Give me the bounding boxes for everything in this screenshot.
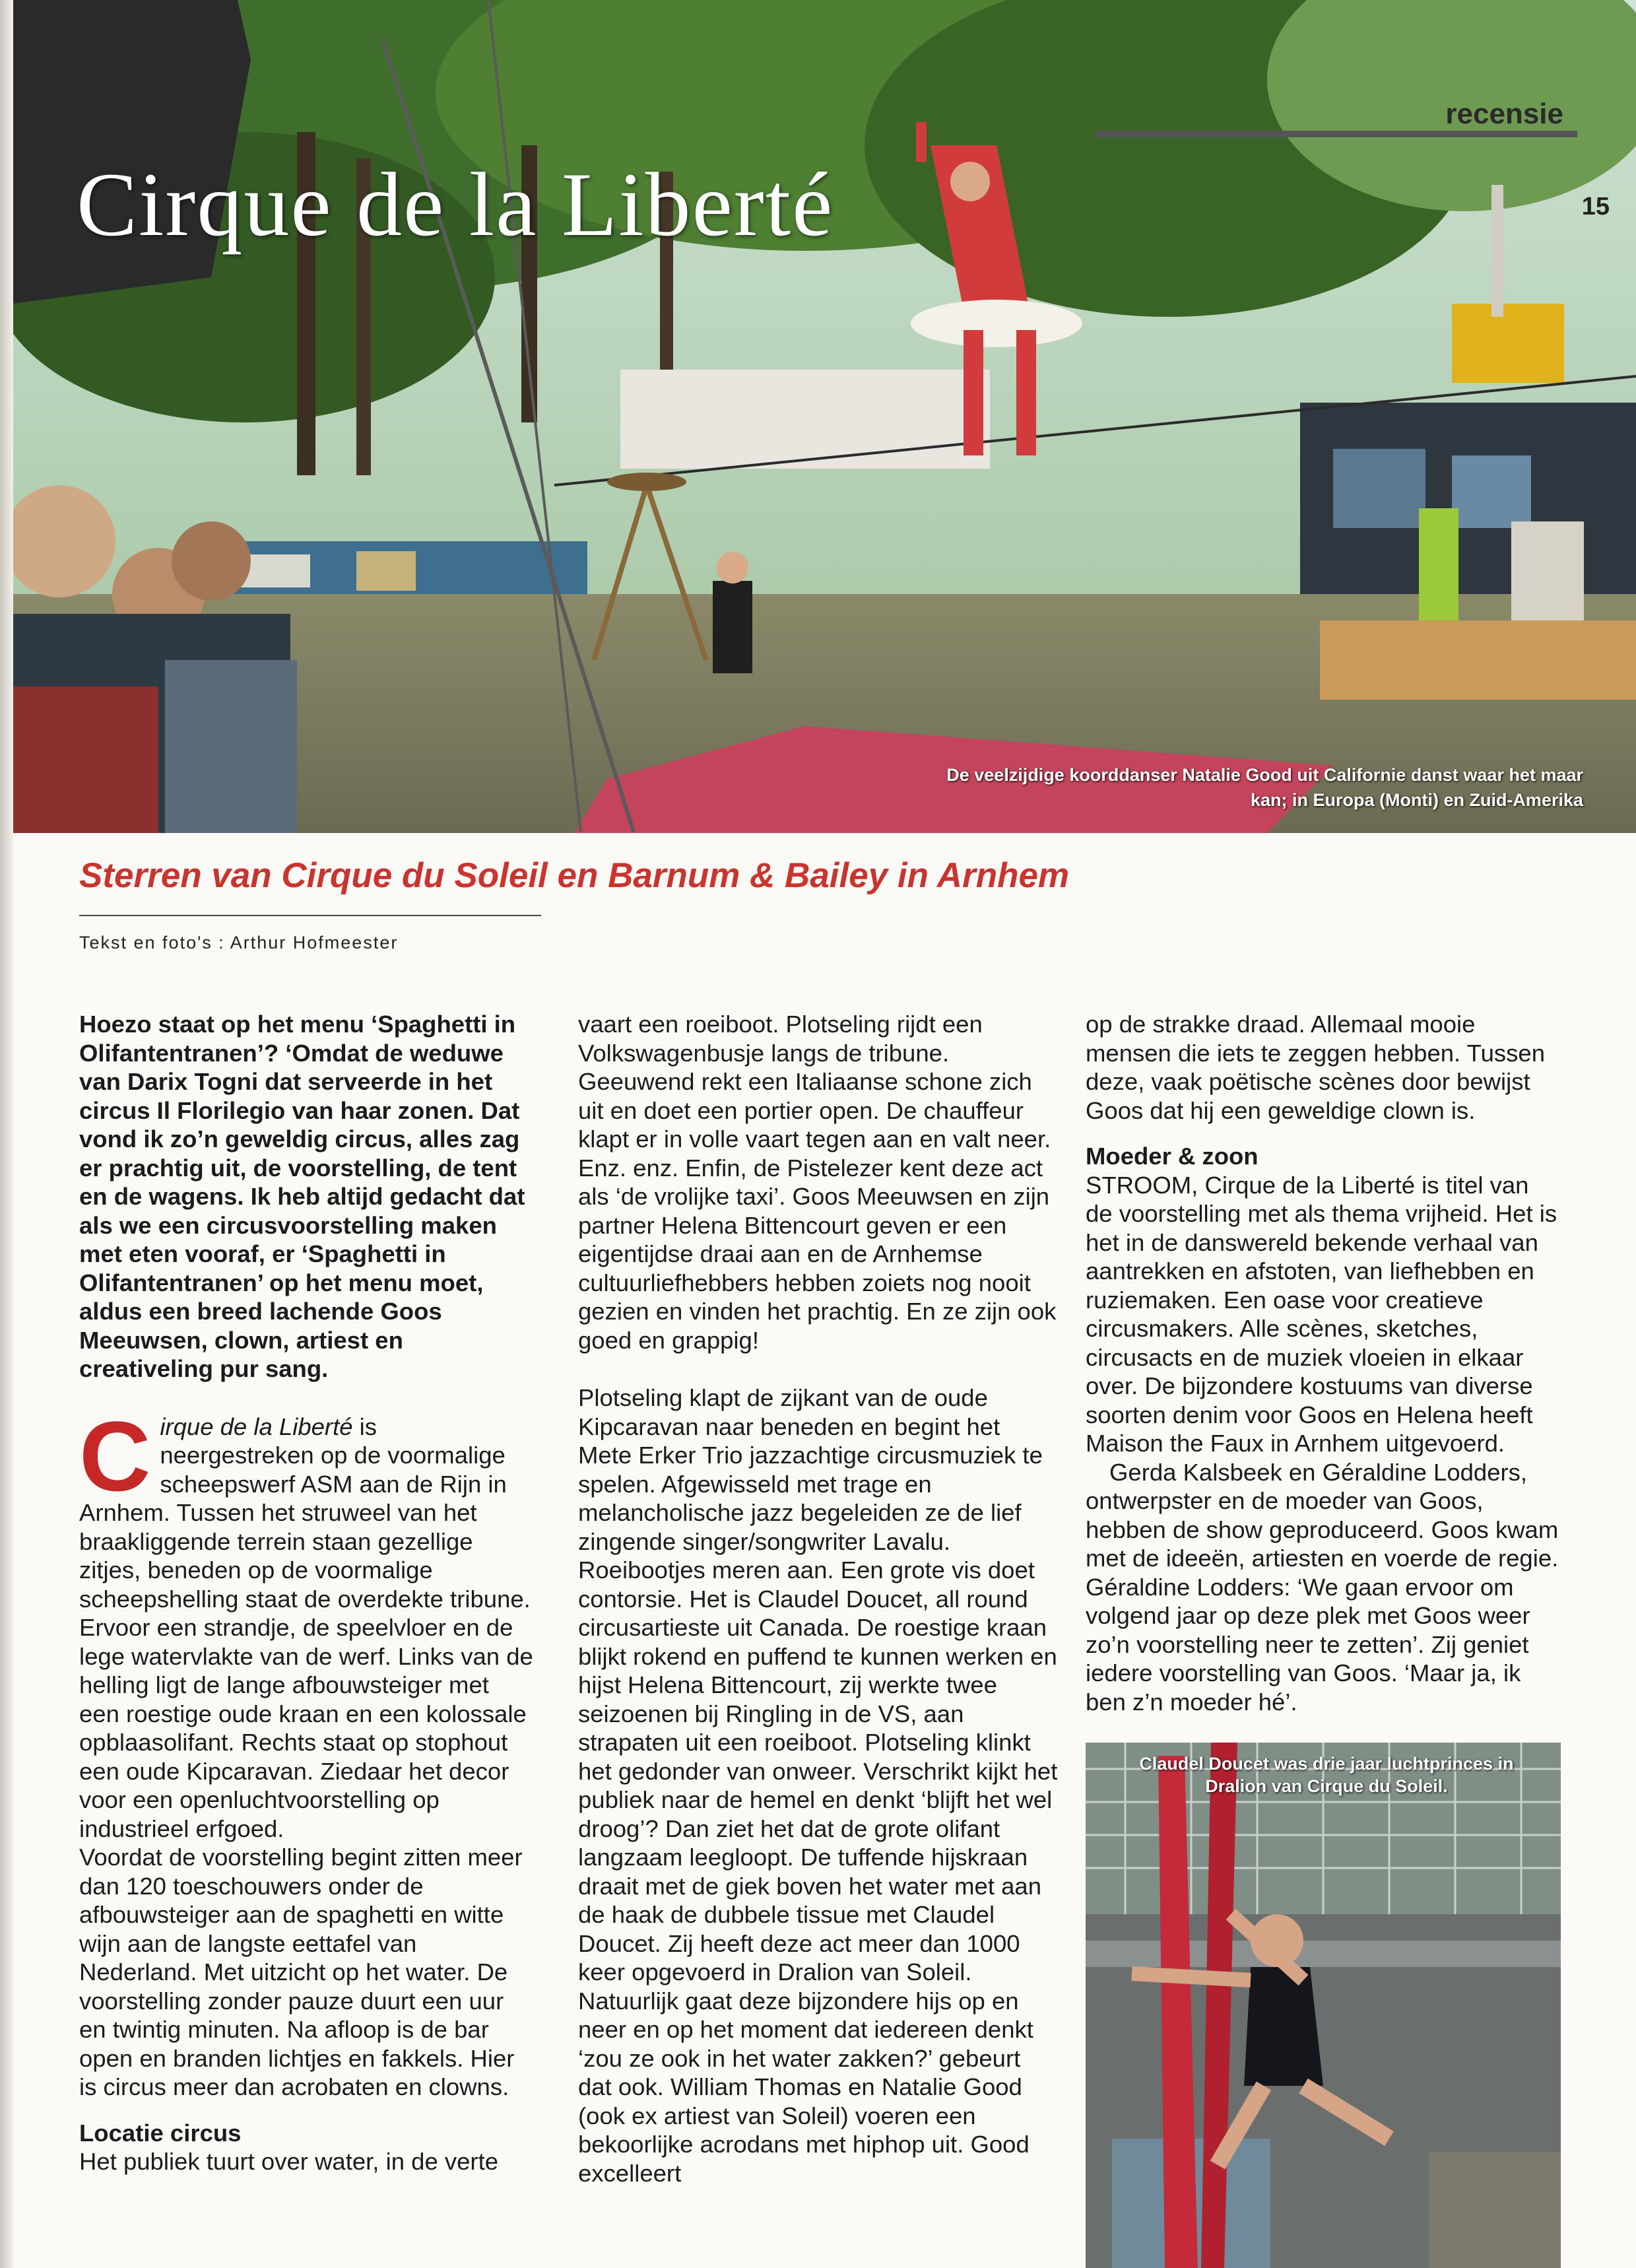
- page-spine: [0, 0, 13, 2268]
- italic-title: irque de la Liberté: [160, 1413, 353, 1440]
- section-heading: Moeder & zoon: [1086, 1143, 1259, 1170]
- body-paragraph: [79, 1400, 535, 1844]
- lead-paragraph: Hoezo staat op het menu ‘Spaghetti in Olifantentranen’? ‘Omdat de weduwe van Darix Togni dat serveerde in het circus Il Florilegio van haar zonen. Dat vond ik zo’n geweldig circus, alles zag er prachtig uit, de voorstelling, de tent en de wagens. Ik heb altijd gedacht dat als we een circusvoorstelling maken met eten vooraf, er ‘Spaghetti in Olifantentranen’ op het menu moet, aldus een breed lachende Goos Meeuwsen, clown, artiest en creativeling pur sang.: [79, 1011, 525, 1382]
- paragraph-text: is neergestreken op de voormalige scheepswerf ASM aan de Rijn in Arnhem. Tussen het struweel van het braakliggende terrein staan gezellige zitjes, beneden op de voormalige scheepshelling staat de overdekte tribune. Ervoor een strandje, de speelvloer en de lege watervlakte van de werf. Links van de helling ligt de lange afbouwsteiger met een roestige oude kraan en een kolossale opblaasolifant. Rechts staat op stophout een oude Kipcaravan. Ziedaar het decor voor een openluchtvoorstelling op industrieel erfgoed.: [79, 1413, 533, 1842]
- hero-caption: De veelzijdige koorddanser Natalie Good uit Californie danst waar het maar kan; in Europa (Monti) en Zuid-Amerika: [946, 765, 1583, 810]
- page-number: 15: [1581, 193, 1610, 220]
- article-subtitle: Sterren van Cirque du Soleil en Barnum & Bailey in Arnhem: [79, 856, 1070, 895]
- body-paragraph: Voordat de voorstelling begint zitten meer dan 120 toeschouwers onder de afbouwsteiger aan de spaghetti en witte wijn aan de langste eettafel van Nederland. Met uitzicht op het water. De voorstelling zonder pauze duurt een uur en twintig minuten. Na afloop is de bar open en branden lichtjes en fakkels. Hier is circus meer dan acrobaten en clowns.: [79, 1844, 523, 2100]
- section-tag: recensie: [1445, 98, 1563, 130]
- column-1: [79, 1010, 535, 2176]
- inset-photo: [1086, 1743, 1561, 2268]
- section-rule: [1096, 131, 1577, 137]
- inset-caption: Claudel Doucet was drie jaar luchtprinces in Dralion van Cirque du Soleil.: [1139, 1754, 1514, 1796]
- body-paragraph: op de strakke draad. Allemaal mooie mensen die iets te zeggen hebben. Tussen deze, vaak poëtische scènes door bewijst Goos dat hij een geweldige clown is.: [1086, 1011, 1546, 1124]
- subtitle-rule: [79, 915, 541, 916]
- byline: Tekst en foto's : Arthur Hofmeester: [79, 933, 399, 952]
- article-title: Cirque de la Liberté: [77, 154, 834, 255]
- body-paragraph: STROOM, Cirque de la Liberté is titel van de voorstelling met als thema vrijheid. Het is het in de danswereld bekende verhaal van aantrekken en afstoten, van liefhebben en ruziemaken. Een oase voor creatieve circusmakers. Alle scènes, sketches, circusacts en de muziek vloeien in elkaar over. De bijzondere kostuums van diverse soorten denim voor Goos en Helena heeft Maison the Faux in Arnhem uitgevoerd.: [1086, 1171, 1557, 1457]
- body-paragraph: Het publiek tuurt over water, in de verte: [79, 2148, 499, 2175]
- body-paragraph: Gerda Kalsbeek en Géraldine Lodders, ontwerpster en de moeder van Goos, hebben de show geproduceerd. Goos kwam met de ideeën, artiesten en voerde de regie. Géraldine Lodders: ‘We gaan ervoor om volgend jaar op deze plek met Goos weer zo’n voorstelling neer te zetten’. Zij geniet iedere voorstelling van Goos. ‘Maar ja, ik ben z’n moeder hé’.: [1086, 1458, 1559, 1716]
- inset-photo-illustration: [1086, 1743, 1561, 2268]
- column-3: [1086, 1010, 1561, 1716]
- body-paragraph: Plotseling klapt de zijkant van de oude Kipcaravan naar beneden en begint het Mete Erker Trio jazzachtige circusmuziek te spelen. Afgewisseld met trage en melancholische jazz begeleiden ze de lief zingende singer/songwriter Lavalu. Roeibootjes meren aan. Een grote vis doet contorsie. Het is Claudel Doucet, all round circusartieste uit Canada. De roestige kraan blijkt rokend en puffend te kunnen werken en hijst Helena Bittencourt, zij werkte twee seizoenen bij Ringling in de VS, aan strapaten uit een roeiboot. Plotseling klinkt het gedonder van onweer. Verschrikt kijkt het publiek naar de hemel en denkt ‘blijft het wel droog’? Dan ziet het dat de grote olifant langzaam leegloopt. De tuffende hijskraan draait met de giek boven het water met aan de haak de dubbele tissue met Claudel Doucet. Zij heeft deze act meer dan 1000 keer opgevoerd in Dralion van Soleil. Natuurlijk gaat deze bijzondere hijs op en neer en op het moment dat iedereen denkt ‘zou ze ook in het water zakken?’ gebeurt dat ook. William Thomas en Natalie Good (ook ex artiest van Soleil) voeren een bekoorlijke acrodans met hiphop uit. Good excelleert: [578, 1384, 1058, 2187]
- drop-cap: C: [79, 1400, 151, 1512]
- body-paragraph-continued: vaart een roeiboot. Plotseling rijdt een Volkswagenbusje langs de tribune. Geeuwend rekt een Italiaanse schone zich uit en doet een portier open. De chauffeur klapt er in volle vaart tegen aan en valt neer. Enz. enz. Enfin, de Pistelezer kent deze act als ‘de vrolijke taxi’. Goos Meeuwsen en zijn partner Helena Bittencourt geven er een eigentijdse draai aan en de Arnhemse cultuurliefhebbers hebben zoiets nog nooit gezien en vinden het prachtig. En ze zijn ook goed en grappig!: [578, 1011, 1057, 1354]
- column-2: [578, 1010, 1060, 2187]
- hero-photo: [13, 0, 1636, 833]
- section-heading: Locatie circus: [79, 2119, 242, 2147]
- hero-photo-illustration: [13, 0, 1636, 833]
